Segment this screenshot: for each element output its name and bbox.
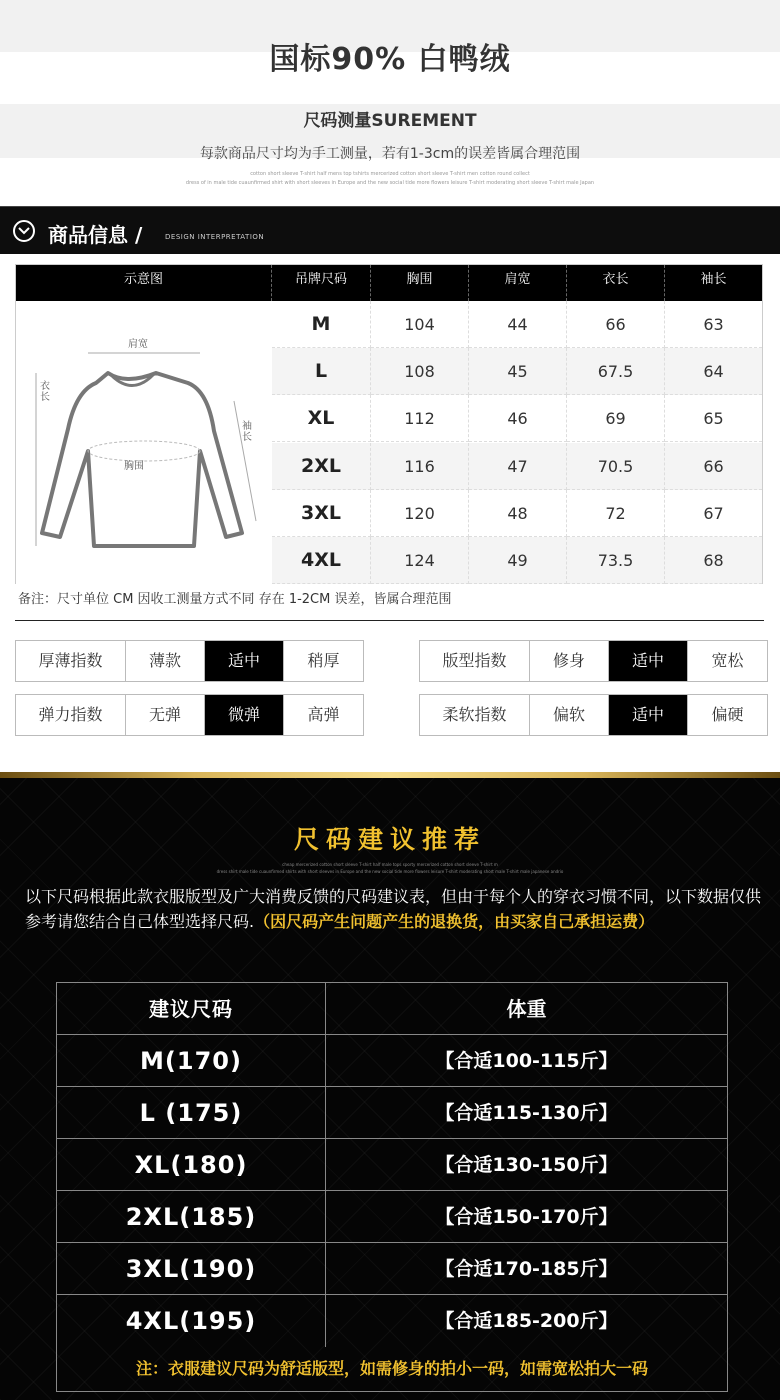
size-cell-sleeve: 68 xyxy=(665,537,762,584)
size-cell-shoulder: 44 xyxy=(469,301,567,348)
header-shoulder: 肩宽 xyxy=(469,265,567,301)
size-cell-chest: 124 xyxy=(371,537,469,584)
size-cell-chest: 104 xyxy=(371,301,469,348)
size-cell-chest: 108 xyxy=(371,348,469,395)
recommend-paragraph-highlight: （因尺码产生问题产生的退换货，由买家自己承担运费） xyxy=(254,912,655,931)
recommend-weight: 【合适170-185斤】 xyxy=(435,1258,618,1280)
recommend-weight: 【合适150-170斤】 xyxy=(435,1206,618,1228)
size-cell-tag-size: 2XL xyxy=(272,443,371,490)
size-cell-shoulder: 48 xyxy=(469,490,567,537)
size-cell-sleeve: 67 xyxy=(665,490,762,537)
size-cell-sleeve: 65 xyxy=(665,395,762,442)
recommend-row xyxy=(57,1191,727,1243)
product-info-sublabel: DESIGN INTERPRETATION xyxy=(165,233,265,241)
size-cell-length: 66 xyxy=(567,301,665,348)
diagram-label-chest: 胸围 xyxy=(124,461,144,472)
index-option[interactable]: 偏硬 xyxy=(711,705,744,724)
index-option[interactable]: 高弹 xyxy=(307,705,340,724)
index-label: 弹力指数 xyxy=(16,695,126,735)
header-recommended-size: 建议尺码 xyxy=(57,983,326,1034)
size-table-header xyxy=(16,265,762,301)
size-cell-tag-size: 3XL xyxy=(272,490,371,537)
size-cell-shoulder: 49 xyxy=(469,537,567,584)
page-title: 国标90% 白鸭绒 xyxy=(269,42,511,77)
index-label: 版型指数 xyxy=(420,641,530,681)
diagram-label-length: 衣长 xyxy=(40,381,50,403)
recommend-size: L (175) xyxy=(57,1087,326,1138)
divider-line xyxy=(15,620,764,621)
recommend-paragraph xyxy=(25,884,765,934)
index-option[interactable]: 稍厚 xyxy=(307,651,340,670)
size-cell-shoulder: 47 xyxy=(469,443,567,490)
header-sleeve: 袖长 xyxy=(700,272,727,287)
recommend-weight: 【合适115-130斤】 xyxy=(435,1102,618,1124)
size-cell-length: 72 xyxy=(567,490,665,537)
size-cell-tag-size: M xyxy=(272,301,371,348)
size-cell-length: 70.5 xyxy=(567,443,665,490)
size-cell-length: 73.5 xyxy=(567,537,665,584)
diagram-label-shoulder: 肩宽 xyxy=(128,339,148,350)
index-thickness xyxy=(15,640,364,682)
recommend-size: 4XL(195) xyxy=(57,1295,326,1347)
recommend-row xyxy=(57,1087,727,1139)
size-cell-tag-size: XL xyxy=(272,395,371,442)
recommend-row xyxy=(57,1243,727,1295)
size-cell-sleeve: 63 xyxy=(665,301,762,348)
product-info-label: 商品信息 / xyxy=(48,223,143,247)
diagram-label-sleeve: 袖长 xyxy=(242,421,252,443)
index-option[interactable]: 适中 xyxy=(205,641,284,681)
index-label: 厚薄指数 xyxy=(16,641,126,681)
chevron-down-icon xyxy=(13,220,35,242)
size-cell-shoulder: 45 xyxy=(469,348,567,395)
index-option[interactable]: 无弹 xyxy=(126,695,205,735)
index-label: 柔软指数 xyxy=(420,695,530,735)
recommend-table-header xyxy=(57,983,727,1035)
index-option[interactable]: 微弹 xyxy=(205,695,284,735)
recommend-row xyxy=(57,1295,727,1347)
recommend-row xyxy=(57,1139,727,1191)
size-cell-tag-size: 4XL xyxy=(272,537,371,584)
page-header xyxy=(0,0,780,200)
index-option[interactable]: 修身 xyxy=(530,641,609,681)
shirt-diagram xyxy=(16,301,272,584)
measurement-description: 每款商品尺寸均为手工测量，若有1-3cm的误差皆属合理范围 xyxy=(199,146,581,162)
recommend-paragraph-text: 以下尺码根据此款衣服版型及广大消费反馈的尺码建议表，但由于每个人的穿衣习惯不同，以下数据仅供参考请您结合自己体型选择尺码. xyxy=(25,887,762,931)
header-length: 衣长 xyxy=(567,265,665,301)
header-chest: 胸围 xyxy=(371,265,469,301)
recommend-title: 尺码建议推荐 xyxy=(293,825,486,854)
size-cell-chest: 112 xyxy=(371,395,469,442)
index-option[interactable]: 适中 xyxy=(609,641,688,681)
size-cell-shoulder: 46 xyxy=(469,395,567,442)
header-tag-size: 吊牌尺码 xyxy=(272,265,371,301)
index-elasticity xyxy=(15,694,364,736)
recommend-weight: 【合适100-115斤】 xyxy=(435,1050,618,1072)
size-cell-chest: 116 xyxy=(371,443,469,490)
index-option[interactable]: 偏软 xyxy=(530,695,609,735)
decor-text-line-2: dress of in male tide cuaunfirmed shirt with short sleeves in Europe and the new social tide more flowers leisure T-shirt moderating short sleeve T-shirt male Japan xyxy=(185,180,595,186)
recommend-size: XL(180) xyxy=(57,1139,326,1190)
product-info-bar xyxy=(0,206,780,254)
decor-text-line-1: cotton short sleeve T-shirt half mens top tshirts mercerized cotton short sleeve T-shirt men cotton round collect xyxy=(250,171,530,177)
recommend-weight: 【合适185-200斤】 xyxy=(435,1310,618,1332)
size-note: 备注：尺寸单位 CM 因收工测量方式不同 存在 1-2CM 误差，皆属合理范围 xyxy=(18,592,452,607)
size-cell-sleeve: 66 xyxy=(665,443,762,490)
index-fit xyxy=(419,640,768,682)
recommend-decor-line-2: dress shirt male tide cuaunfirmed shirts with short sleeves in Europe and the new social tide more flowers leisure T-shirt moderating short male T-shirt male japanese andrio xyxy=(216,869,564,874)
header-weight: 体重 xyxy=(506,997,547,1021)
measurement-subtitle: 尺码测量SUREMENT xyxy=(303,111,477,131)
recommend-size: M(170) xyxy=(57,1035,326,1086)
recommend-row xyxy=(57,1035,727,1087)
size-cell-chest: 120 xyxy=(371,490,469,537)
size-cell-length: 69 xyxy=(567,395,665,442)
size-table xyxy=(15,264,763,584)
index-option[interactable]: 宽松 xyxy=(711,651,744,670)
recommend-table-body xyxy=(57,1035,727,1347)
index-option[interactable]: 适中 xyxy=(609,695,688,735)
recommend-size: 2XL(185) xyxy=(57,1191,326,1242)
index-softness xyxy=(419,694,768,736)
recommend-weight: 【合适130-150斤】 xyxy=(435,1154,618,1176)
recommend-note: 注：衣服建议尺码为舒适版型，如需修身的拍小一码，如需宽松拍大一码 xyxy=(135,1359,648,1378)
recommend-decor-line-1: cheap mercerized cotton short sleeve T-shirt half male tops sporty mercerized cotton short sleeve T-shirt m xyxy=(282,862,498,867)
recommend-table xyxy=(56,982,728,1392)
size-cell-sleeve: 64 xyxy=(665,348,762,395)
index-option[interactable]: 薄款 xyxy=(126,641,205,681)
header-diagram: 示意图 xyxy=(16,265,272,301)
size-cell-length: 67.5 xyxy=(567,348,665,395)
size-cell-tag-size: L xyxy=(272,348,371,395)
recommend-size: 3XL(190) xyxy=(57,1243,326,1294)
